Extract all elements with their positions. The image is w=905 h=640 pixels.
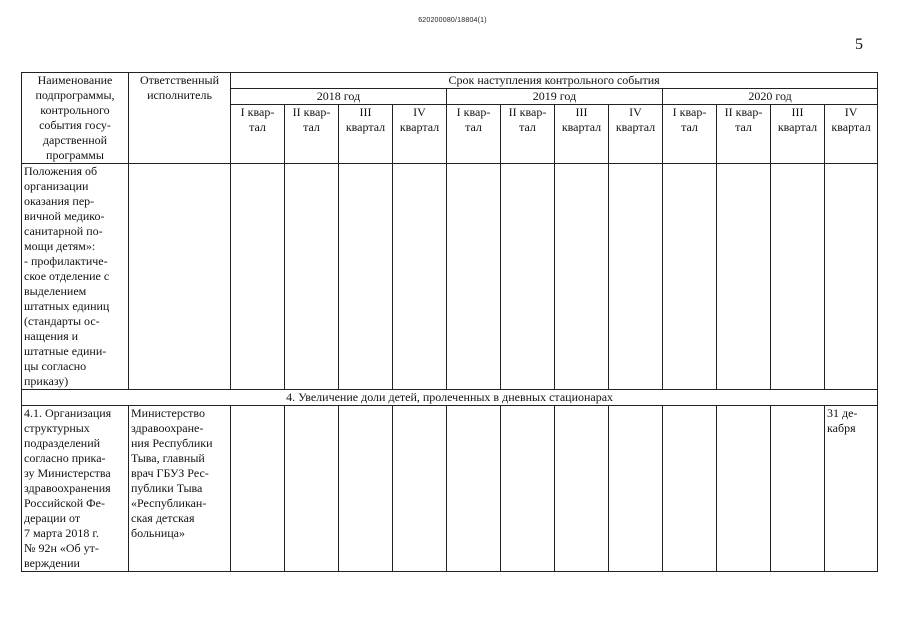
header-responsible-column: Ответственный исполнитель [129, 73, 231, 164]
header-quarter: III квартал [339, 105, 393, 164]
table-cell [609, 406, 663, 572]
table-cell [771, 164, 825, 390]
control-events-table [21, 72, 878, 572]
table-row-responsible [129, 164, 231, 390]
header-year-2019: 2019 год [447, 89, 663, 105]
header-year-2018: 2018 год [231, 89, 447, 105]
header-year-2020: 2020 год [663, 89, 878, 105]
table-cell [285, 406, 339, 572]
document-id: 620200080/18804(1) [418, 17, 487, 24]
table-cell [393, 406, 447, 572]
table-cell [555, 164, 609, 390]
header-quarter: IV квартал [609, 105, 663, 164]
header-quarter: II квар- тал [285, 105, 339, 164]
table-cell [663, 164, 717, 390]
table-cell [717, 164, 771, 390]
table-cell [393, 164, 447, 390]
header-quarter: III квартал [555, 105, 609, 164]
header-quarter: IV квартал [393, 105, 447, 164]
table-cell [231, 406, 285, 572]
section-heading: 4. Увеличение доли детей, пролеченных в дневных стационарах [22, 390, 878, 406]
table-cell [771, 406, 825, 572]
header-quarter: I квар- тал [663, 105, 717, 164]
table-cell [447, 164, 501, 390]
header-name-column: Наименование подпрограммы, контрольного события госу- дарственной программы [22, 73, 129, 164]
table-cell [501, 406, 555, 572]
table-cell [501, 164, 555, 390]
table-cell [339, 164, 393, 390]
table-cell [339, 406, 393, 572]
table-cell [231, 164, 285, 390]
table-cell [555, 406, 609, 572]
table-row-name: 4.1. Организация структурных подразделений согласно прика- зу Министерства здравоохранения Российской Фе- дерации от 7 марта 2018 г. № 92н «Об ут- верждении [22, 406, 129, 572]
table-cell [285, 164, 339, 390]
header-deadline: Срок наступления контрольного события [231, 73, 878, 89]
table-cell [447, 406, 501, 572]
page-number: 5 [855, 36, 863, 53]
header-quarter: I квар- тал [231, 105, 285, 164]
header-quarter: I квар- тал [447, 105, 501, 164]
table-cell [717, 406, 771, 572]
table-cell [609, 164, 663, 390]
header-quarter: II квар- тал [717, 105, 771, 164]
table-cell [825, 164, 878, 390]
table-row-name: Положения об организации оказания пер- вичной медико- санитарной по- мощи детям»: - профилактиче- ское отделение с выделением штатных единиц (стандарты ос- нащения и штатные едини- цы согласно приказу) [22, 164, 129, 390]
table-row-responsible: Министерство здравоохране- ния Республики Тыва, главный врач ГБУЗ Рес- публики Тыва «Республикан- ская детская больница» [129, 406, 231, 572]
header-quarter: II квар- тал [501, 105, 555, 164]
table-cell [663, 406, 717, 572]
header-quarter: IV квартал [825, 105, 878, 164]
deadline-cell: 31 де- кабря [825, 406, 878, 572]
header-quarter: III квартал [771, 105, 825, 164]
